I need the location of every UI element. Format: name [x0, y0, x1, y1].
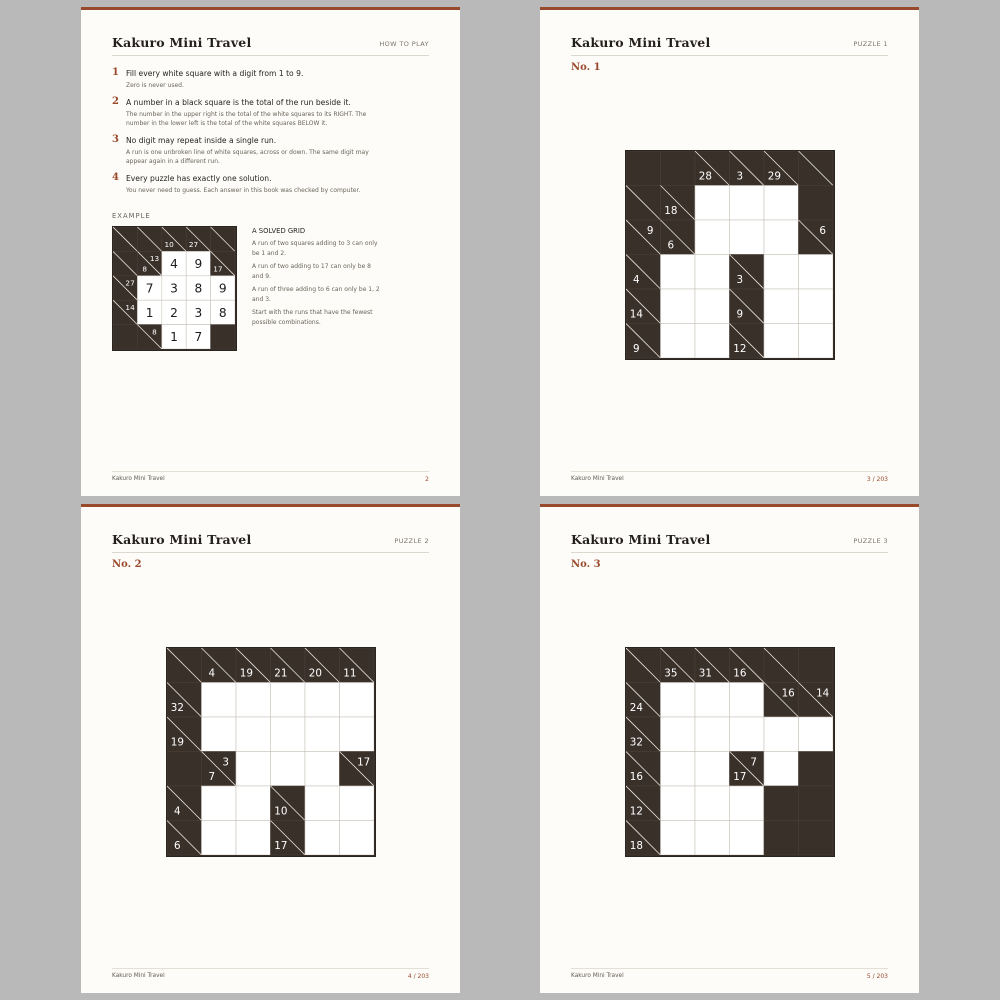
- white-cell: [305, 786, 340, 821]
- white-cell: [661, 752, 696, 787]
- clue-down: 12: [629, 805, 643, 818]
- puzzle-number: No. 2: [112, 559, 142, 570]
- white-cell: [764, 186, 799, 221]
- clue-down: 10: [274, 805, 288, 818]
- clue-down: 32: [170, 701, 184, 714]
- white-cell: [695, 717, 730, 752]
- rule-heading: A number in a black square is the total of the run beside it.: [126, 97, 351, 107]
- clue-across: 27: [125, 278, 135, 288]
- clue-down: 17: [733, 770, 747, 783]
- black-cell: [799, 786, 834, 821]
- white-cell: [695, 289, 730, 324]
- white-cell: [764, 220, 799, 255]
- white-cell: [764, 717, 799, 752]
- cell-digit: 4: [170, 256, 178, 271]
- clue-down: 20: [308, 667, 322, 680]
- page-number: 3 / 203: [866, 476, 888, 483]
- white-cell: [340, 821, 375, 856]
- white-cell: [305, 752, 340, 787]
- white-cell: [730, 786, 765, 821]
- white-cell: [799, 717, 834, 752]
- clue-down: 16: [733, 667, 747, 680]
- rule-item: [112, 135, 382, 167]
- clue-across: 7: [750, 756, 757, 769]
- white-cell: [695, 786, 730, 821]
- white-cell: [799, 289, 834, 324]
- clue-down: 3: [736, 273, 744, 286]
- cell-digit: 8: [194, 281, 203, 296]
- white-cell: [661, 786, 696, 821]
- black-cell: [113, 325, 137, 349]
- white-cell: [202, 821, 237, 856]
- clue-down: 21: [274, 667, 288, 680]
- page-puzzle-2: [81, 504, 460, 993]
- book-title: Kakuro Mini Travel: [571, 35, 711, 50]
- white-cell: [695, 255, 730, 290]
- white-cell: [236, 821, 271, 856]
- clue-down: 18: [629, 839, 643, 852]
- white-cell: [202, 683, 237, 718]
- clue-down: 9: [736, 308, 744, 321]
- white-cell: [305, 821, 340, 856]
- clue-down: 10: [164, 240, 174, 250]
- clue-down: 7: [208, 770, 216, 783]
- white-cell: [661, 324, 696, 359]
- white-cell: [340, 786, 375, 821]
- example-note: Start with the runs that have the fewest possible combinations.: [252, 309, 373, 326]
- example-kakuro-grid: [112, 226, 237, 351]
- white-cell: [271, 683, 306, 718]
- page-header: [571, 35, 888, 56]
- page-header: [112, 532, 429, 553]
- clue-down: 19: [239, 667, 253, 680]
- cell-digit: 1: [170, 330, 178, 345]
- page-number: 2: [425, 476, 429, 483]
- clue-down: 18: [664, 204, 678, 217]
- clue-across: 14: [816, 687, 830, 700]
- white-cell: [695, 683, 730, 718]
- white-cell: [236, 683, 271, 718]
- clue-down: 6: [667, 239, 675, 252]
- kakuro-grid: [625, 150, 835, 360]
- rule-item: [112, 97, 382, 129]
- rule-number: 3: [112, 133, 119, 145]
- section-label: PUZZLE 1: [853, 40, 888, 48]
- footer-title: Kakuro Mini Travel: [112, 476, 165, 482]
- white-cell: [695, 821, 730, 856]
- black-cell: [167, 752, 202, 787]
- cell-digit: 1: [145, 305, 154, 320]
- rule-heading: Every puzzle has exactly one solution.: [126, 173, 272, 183]
- clue-down: 4: [208, 667, 216, 680]
- white-cell: [236, 717, 271, 752]
- white-cell: [764, 289, 799, 324]
- puzzle-number: No. 1: [571, 62, 601, 73]
- page-header: [112, 35, 429, 56]
- clue-down: 3: [736, 170, 744, 183]
- white-cell: [661, 289, 696, 324]
- rule-item: [112, 68, 382, 91]
- page-footer: [571, 968, 888, 982]
- clue-across: 6: [819, 224, 826, 237]
- white-cell: [730, 220, 765, 255]
- white-cell: [271, 752, 306, 787]
- clue-down: 27: [188, 240, 199, 250]
- white-cell: [695, 752, 730, 787]
- footer-title: Kakuro Mini Travel: [112, 973, 165, 979]
- kakuro-grid: [166, 647, 376, 857]
- page-puzzle-1: [540, 7, 919, 496]
- white-cell: [661, 821, 696, 856]
- rule-body: The number in the upper right is the total of the white squares to its RIGHT. The number in the lower left is the total of the white squares BELOW it.: [126, 110, 367, 127]
- page-number: 5 / 203: [866, 973, 888, 980]
- clue-across: 14: [125, 302, 135, 312]
- example-title: A SOLVED GRID: [252, 227, 306, 235]
- black-cell: [764, 821, 799, 856]
- clue-across: 9: [646, 224, 654, 237]
- cell-digit: 9: [218, 281, 227, 296]
- example-notes: [252, 227, 384, 331]
- white-cell: [764, 255, 799, 290]
- clue-down: 4: [633, 273, 640, 286]
- black-cell: [626, 151, 661, 186]
- page-footer: [571, 471, 888, 485]
- kakuro-grid: [625, 647, 835, 857]
- rule-heading: No digit may repeat inside a single run.: [126, 135, 277, 145]
- white-cell: [730, 683, 765, 718]
- section-label: PUZZLE 3: [853, 537, 888, 545]
- page-header: [571, 532, 888, 553]
- clue-down: 31: [698, 667, 712, 680]
- page-footer: [112, 471, 429, 485]
- white-cell: [202, 717, 237, 752]
- footer-title: Kakuro Mini Travel: [571, 973, 624, 979]
- white-cell: [730, 821, 765, 856]
- puzzle-number: No. 3: [571, 559, 601, 570]
- white-cell: [695, 186, 730, 221]
- page-footer: [112, 968, 429, 982]
- white-cell: [730, 717, 765, 752]
- cell-digit: 7: [194, 330, 203, 345]
- white-cell: [661, 255, 696, 290]
- clue-down: 14: [629, 308, 643, 321]
- clue-down: 29: [767, 170, 781, 183]
- clue-down: 9: [633, 342, 640, 355]
- page-how-to-play: [81, 7, 460, 496]
- white-cell: [661, 683, 696, 718]
- clue-down: 4: [174, 805, 181, 818]
- rule-heading: Fill every white square with a digit from 1 to 9.: [126, 69, 304, 78]
- white-cell: [695, 220, 730, 255]
- book-title: Kakuro Mini Travel: [571, 532, 711, 547]
- cell-digit: 8: [218, 305, 227, 320]
- clue-down: 12: [733, 342, 747, 355]
- rule-number: 4: [112, 171, 119, 183]
- white-cell: [305, 717, 340, 752]
- clue-down: 19: [170, 736, 184, 749]
- white-cell: [764, 324, 799, 359]
- section-label: PUZZLE 2: [394, 537, 429, 545]
- clue-across: 16: [781, 687, 795, 700]
- white-cell: [764, 752, 799, 787]
- clue-down: 8: [142, 264, 148, 274]
- white-cell: [236, 752, 271, 787]
- white-cell: [305, 683, 340, 718]
- white-cell: [236, 786, 271, 821]
- black-cell: [764, 786, 799, 821]
- clue-down: 17: [213, 264, 223, 274]
- black-cell: [661, 151, 696, 186]
- white-cell: [695, 324, 730, 359]
- cell-digit: 3: [170, 281, 178, 296]
- clue-down: 32: [629, 736, 643, 749]
- clue-down: 35: [664, 667, 678, 680]
- cell-digit: 2: [170, 305, 178, 320]
- rule-body: You never need to guess. Each answer in this book was checked by computer.: [126, 186, 361, 194]
- rule-item: [112, 173, 382, 196]
- clue-across: 3: [222, 756, 229, 769]
- rule-number: 2: [112, 95, 119, 107]
- white-cell: [340, 717, 375, 752]
- page-puzzle-3: [540, 504, 919, 993]
- white-cell: [661, 717, 696, 752]
- cell-digit: 7: [145, 281, 154, 296]
- example-note: A run of three adding to 6 can only be 1, 2 and 3.: [252, 286, 380, 303]
- white-cell: [799, 324, 834, 359]
- section-label: HOW TO PLAY: [379, 40, 429, 48]
- clue-across: 13: [149, 254, 160, 264]
- book-title: Kakuro Mini Travel: [112, 532, 252, 547]
- rule-body: A run is one unbroken line of white squares, across or down. The same digit may appear again in a different run.: [126, 148, 369, 165]
- black-cell: [799, 752, 834, 787]
- clue-down: 16: [629, 770, 643, 783]
- cell-digit: 9: [194, 256, 203, 271]
- rule-number: 1: [112, 67, 119, 78]
- page-number: 4 / 203: [407, 973, 429, 980]
- black-cell: [799, 821, 834, 856]
- clue-down: 17: [274, 839, 288, 852]
- example-note: A run of two squares adding to 3 can only be 1 and 2.: [252, 240, 378, 257]
- white-cell: [202, 786, 237, 821]
- clue-down: 6: [174, 839, 181, 852]
- black-cell: [799, 186, 834, 221]
- clue-down: 24: [629, 701, 643, 714]
- clue-down: 11: [343, 667, 357, 680]
- clue-across: 8: [152, 327, 157, 337]
- white-cell: [730, 186, 765, 221]
- example-note: A run of two adding to 17 can only be 8 and 9.: [252, 263, 371, 280]
- clue-across: 17: [357, 756, 371, 769]
- clue-down: 28: [698, 170, 712, 183]
- example-label: EXAMPLE: [112, 212, 151, 220]
- black-cell: [211, 325, 235, 349]
- black-cell: [799, 648, 834, 683]
- book-title: Kakuro Mini Travel: [112, 35, 252, 50]
- rules-list: [112, 68, 382, 201]
- white-cell: [271, 717, 306, 752]
- footer-title: Kakuro Mini Travel: [571, 476, 624, 482]
- white-cell: [799, 255, 834, 290]
- rule-body: Zero is never used.: [126, 82, 184, 89]
- white-cell: [340, 683, 375, 718]
- cell-digit: 3: [194, 305, 203, 320]
